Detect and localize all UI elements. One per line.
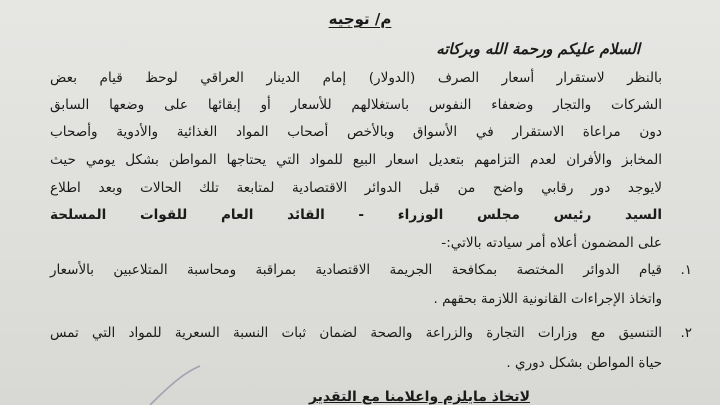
paragraph-line-7: على المضمون أعلاه أمر سيادته بالاتي:- bbox=[441, 235, 662, 251]
item-1-line-2: واتخاذ الإجراءات القانونية اللازمة بحقهم . bbox=[433, 291, 662, 307]
item-2-line-2: حياة المواطن بشكل دوري . bbox=[506, 355, 662, 371]
item-number-2: ٢. bbox=[680, 325, 692, 341]
subject-heading: م/ توجيه bbox=[328, 10, 392, 28]
paragraph-line-5: لايوجد دور رقابي واضح من قبل الدوائر الاقتصادية لمتابعة تلك الحالات وبعد اطلاع bbox=[50, 180, 662, 196]
greeting-line: السلام عليكم ورحمة الله وبركاته bbox=[436, 40, 640, 58]
paragraph-line-4: المخابز والأفران لعدم التزامهم بتعديل اسعار البيع للمواد التي يحتاجها المواطن بشكل يومي حيث bbox=[50, 152, 662, 168]
item-2-line-1: التنسيق مع وزارات التجارة والزراعة والصحة لضمان ثبات النسبة السعرية للمواد التي تمس bbox=[50, 325, 662, 341]
paragraph-line-1: بالنظر لاستقرار أسعار الصرف (الدولار) إمام الدينار العراقي لوحظ قيام بعض bbox=[50, 70, 662, 86]
paragraph-line-6: السيد رئيس مجلس الوزراء - القائد العام للقوات المسلحة bbox=[50, 207, 662, 223]
item-number-1: ١. bbox=[680, 262, 692, 278]
paragraph-line-2: الشركات والتجار وضعفاء النفوس باستغلالهم للأسعار أو إبقائها على وضعها السابق bbox=[50, 97, 662, 113]
item-1-line-1: قيام الدوائر المختصة بمكافحة الجريمة الاقتصادية بمراقبة ومحاسبة المتلاعبين بالأسعار bbox=[50, 262, 662, 278]
closing-line: لاتخاذ مايلزم واعلامنا مع التقدير bbox=[308, 389, 530, 405]
paragraph-line-3: دون مراعاة الاستقرار في الأسواق وبالأخص أصحاب المواد الغذائية والأدوية وأصحاب bbox=[50, 124, 662, 140]
